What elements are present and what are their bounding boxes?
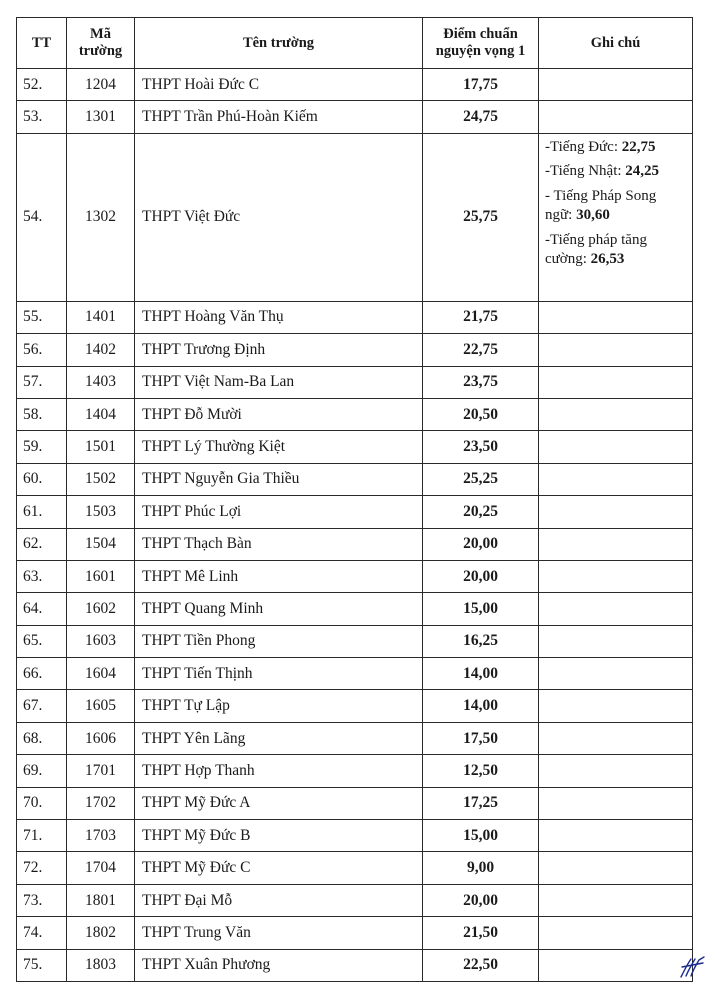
cell-diem-chuan: 20,00 xyxy=(423,884,539,916)
note-label: -Tiếng Nhật: xyxy=(545,163,626,180)
admission-score-table-page xyxy=(16,17,693,982)
cell-ten-truong: THPT Mỹ Đức A xyxy=(135,787,423,819)
table-row xyxy=(17,496,693,528)
cell-tt: 62. xyxy=(17,528,67,560)
cell-ten-truong: THPT Hoài Đức C xyxy=(135,69,423,101)
cell-ma-truong: 1701 xyxy=(67,755,135,787)
cell-tt: 67. xyxy=(17,690,67,722)
table-row xyxy=(17,917,693,949)
cell-ghi-chu xyxy=(539,884,693,916)
cell-ma-truong: 1501 xyxy=(67,431,135,463)
cell-tt: 53. xyxy=(17,101,67,133)
table-row xyxy=(17,431,693,463)
header-diem-chuan-line1: Điểm chuẩn xyxy=(443,26,518,42)
header-ten-truong: Tên trường xyxy=(135,18,423,69)
cell-tt: 52. xyxy=(17,69,67,101)
note-value: 24,25 xyxy=(625,163,660,180)
cell-tt: 56. xyxy=(17,334,67,366)
cell-ma-truong: 1503 xyxy=(67,496,135,528)
header-tt: TT xyxy=(17,18,67,69)
cell-ma-truong: 1402 xyxy=(67,334,135,366)
cell-ghi-chu xyxy=(539,398,693,430)
table-row xyxy=(17,852,693,884)
cell-diem-chuan: 20,50 xyxy=(423,398,539,430)
cell-ghi-chu xyxy=(539,334,693,366)
admission-score-table xyxy=(16,17,693,982)
table-row xyxy=(17,334,693,366)
cell-ghi-chu xyxy=(539,755,693,787)
cell-ghi-chu xyxy=(539,690,693,722)
cell-ghi-chu xyxy=(539,820,693,852)
note-label: -Tiếng pháp tăng cường: xyxy=(545,231,647,268)
cell-ma-truong: 1403 xyxy=(67,366,135,398)
cell-ma-truong: 1604 xyxy=(67,658,135,690)
cell-diem-chuan: 24,75 xyxy=(423,101,539,133)
cell-ten-truong: THPT Tiến Thịnh xyxy=(135,658,423,690)
cell-ten-truong: THPT Yên Lãng xyxy=(135,722,423,754)
cell-ten-truong: THPT Thạch Bàn xyxy=(135,528,423,560)
cell-tt: 58. xyxy=(17,398,67,430)
cell-ghi-chu xyxy=(539,722,693,754)
cell-ma-truong: 1802 xyxy=(67,917,135,949)
cell-ma-truong: 1801 xyxy=(67,884,135,916)
cell-ghi-chu xyxy=(539,560,693,592)
table-row xyxy=(17,884,693,916)
cell-tt: 60. xyxy=(17,463,67,495)
cell-tt: 55. xyxy=(17,301,67,333)
cell-diem-chuan: 16,25 xyxy=(423,625,539,657)
cell-ma-truong: 1504 xyxy=(67,528,135,560)
cell-ten-truong: THPT Việt Đức xyxy=(135,133,423,301)
cell-diem-chuan: 20,00 xyxy=(423,560,539,592)
cell-tt: 68. xyxy=(17,722,67,754)
cell-ten-truong: THPT Đỗ Mười xyxy=(135,398,423,430)
cell-ten-truong: THPT Mỹ Đức C xyxy=(135,852,423,884)
cell-ma-truong: 1606 xyxy=(67,722,135,754)
cell-ma-truong: 1601 xyxy=(67,560,135,592)
table-body xyxy=(17,69,693,982)
cell-tt: 64. xyxy=(17,593,67,625)
cell-ma-truong: 1703 xyxy=(67,820,135,852)
cell-ten-truong: THPT Mê Linh xyxy=(135,560,423,592)
cell-ma-truong: 1803 xyxy=(67,949,135,981)
table-row xyxy=(17,301,693,333)
table-row xyxy=(17,625,693,657)
cell-ghi-chu xyxy=(539,301,693,333)
header-diem-chuan-line2: nguyện vọng 1 xyxy=(435,43,526,59)
header-ma-truong xyxy=(67,18,135,69)
header-row xyxy=(17,18,693,69)
cell-ten-truong: THPT Trần Phú-Hoàn Kiếm xyxy=(135,101,423,133)
cell-ma-truong: 1401 xyxy=(67,301,135,333)
cell-diem-chuan: 21,75 xyxy=(423,301,539,333)
table-row xyxy=(17,690,693,722)
cell-ten-truong: THPT Quang Minh xyxy=(135,593,423,625)
table-row xyxy=(17,722,693,754)
cell-ten-truong: THPT Trung Văn xyxy=(135,917,423,949)
note-line xyxy=(545,231,686,270)
table-row xyxy=(17,658,693,690)
table-row xyxy=(17,133,693,301)
cell-ma-truong: 1602 xyxy=(67,593,135,625)
cell-ma-truong: 1404 xyxy=(67,398,135,430)
table-row xyxy=(17,101,693,133)
cell-diem-chuan: 14,00 xyxy=(423,658,539,690)
cell-ghi-chu xyxy=(539,658,693,690)
cell-ten-truong: THPT Lý Thường Kiệt xyxy=(135,431,423,463)
cell-diem-chuan: 25,25 xyxy=(423,463,539,495)
cell-diem-chuan: 12,50 xyxy=(423,755,539,787)
cell-diem-chuan: 22,75 xyxy=(423,334,539,366)
cell-tt: 73. xyxy=(17,884,67,916)
note-line xyxy=(545,138,686,158)
table-row xyxy=(17,463,693,495)
header-diem-chuan xyxy=(423,18,539,69)
cell-ghi-chu xyxy=(539,496,693,528)
cell-ghi-chu xyxy=(539,431,693,463)
cell-diem-chuan: 25,75 xyxy=(423,133,539,301)
cell-ten-truong: THPT Đại Mỗ xyxy=(135,884,423,916)
note-value: 26,53 xyxy=(590,251,625,268)
cell-tt: 66. xyxy=(17,658,67,690)
cell-diem-chuan: 21,50 xyxy=(423,917,539,949)
cell-ghi-chu xyxy=(539,852,693,884)
table-row xyxy=(17,949,693,981)
cell-ten-truong: THPT Trương Định xyxy=(135,334,423,366)
cell-tt: 59. xyxy=(17,431,67,463)
table-row xyxy=(17,593,693,625)
cell-diem-chuan: 20,00 xyxy=(423,528,539,560)
signature-mark xyxy=(679,955,705,979)
cell-ten-truong: THPT Hợp Thanh xyxy=(135,755,423,787)
table-row xyxy=(17,560,693,592)
header-ghi-chu: Ghi chú xyxy=(539,18,693,69)
table-row xyxy=(17,755,693,787)
cell-tt: 54. xyxy=(17,133,67,301)
note-label: -Tiếng Đức: xyxy=(545,138,622,155)
table-row xyxy=(17,398,693,430)
cell-ma-truong: 1605 xyxy=(67,690,135,722)
cell-ma-truong: 1302 xyxy=(67,133,135,301)
cell-ten-truong: THPT Phúc Lợi xyxy=(135,496,423,528)
cell-ma-truong: 1204 xyxy=(67,69,135,101)
cell-diem-chuan: 9,00 xyxy=(423,852,539,884)
table-row xyxy=(17,528,693,560)
cell-ten-truong: THPT Mỹ Đức B xyxy=(135,820,423,852)
header-ma-truong-line2: trường xyxy=(78,43,123,59)
cell-ghi-chu xyxy=(539,625,693,657)
table-row xyxy=(17,787,693,819)
cell-diem-chuan: 14,00 xyxy=(423,690,539,722)
cell-ten-truong: THPT Tiền Phong xyxy=(135,625,423,657)
cell-ghi-chu xyxy=(539,593,693,625)
cell-tt: 63. xyxy=(17,560,67,592)
cell-tt: 57. xyxy=(17,366,67,398)
cell-ghi-chu xyxy=(539,463,693,495)
cell-ghi-chu xyxy=(539,528,693,560)
cell-tt: 75. xyxy=(17,949,67,981)
cell-ghi-chu xyxy=(539,917,693,949)
header-ma-truong-line1: Mã xyxy=(90,26,111,42)
table-header xyxy=(17,18,693,69)
cell-ghi-chu xyxy=(539,69,693,101)
cell-tt: 74. xyxy=(17,917,67,949)
cell-tt: 72. xyxy=(17,852,67,884)
note-line xyxy=(545,187,686,226)
cell-diem-chuan: 22,50 xyxy=(423,949,539,981)
cell-diem-chuan: 23,50 xyxy=(423,431,539,463)
cell-ten-truong: THPT Việt Nam-Ba Lan xyxy=(135,366,423,398)
note-label: - Tiếng Pháp Song ngữ: xyxy=(545,187,657,224)
cell-ten-truong: THPT Xuân Phương xyxy=(135,949,423,981)
cell-diem-chuan: 17,25 xyxy=(423,787,539,819)
cell-ghi-chu xyxy=(539,133,693,301)
cell-diem-chuan: 15,00 xyxy=(423,593,539,625)
note-value: 22,75 xyxy=(621,138,656,155)
cell-ghi-chu xyxy=(539,366,693,398)
cell-diem-chuan: 20,25 xyxy=(423,496,539,528)
cell-ghi-chu xyxy=(539,101,693,133)
cell-tt: 65. xyxy=(17,625,67,657)
cell-diem-chuan: 17,75 xyxy=(423,69,539,101)
table-row xyxy=(17,69,693,101)
cell-ma-truong: 1704 xyxy=(67,852,135,884)
cell-ten-truong: THPT Tự Lập xyxy=(135,690,423,722)
cell-tt: 61. xyxy=(17,496,67,528)
note-value: 30,60 xyxy=(576,207,610,224)
cell-ghi-chu xyxy=(539,787,693,819)
note-line xyxy=(545,162,686,182)
cell-ma-truong: 1603 xyxy=(67,625,135,657)
cell-diem-chuan: 17,50 xyxy=(423,722,539,754)
cell-ghi-chu xyxy=(539,949,693,981)
cell-diem-chuan: 15,00 xyxy=(423,820,539,852)
cell-ma-truong: 1502 xyxy=(67,463,135,495)
cell-ma-truong: 1702 xyxy=(67,787,135,819)
cell-tt: 69. xyxy=(17,755,67,787)
cell-ten-truong: THPT Nguyễn Gia Thiều xyxy=(135,463,423,495)
table-row xyxy=(17,366,693,398)
cell-diem-chuan: 23,75 xyxy=(423,366,539,398)
cell-tt: 71. xyxy=(17,820,67,852)
cell-ma-truong: 1301 xyxy=(67,101,135,133)
cell-ten-truong: THPT Hoàng Văn Thụ xyxy=(135,301,423,333)
table-row xyxy=(17,820,693,852)
cell-tt: 70. xyxy=(17,787,67,819)
